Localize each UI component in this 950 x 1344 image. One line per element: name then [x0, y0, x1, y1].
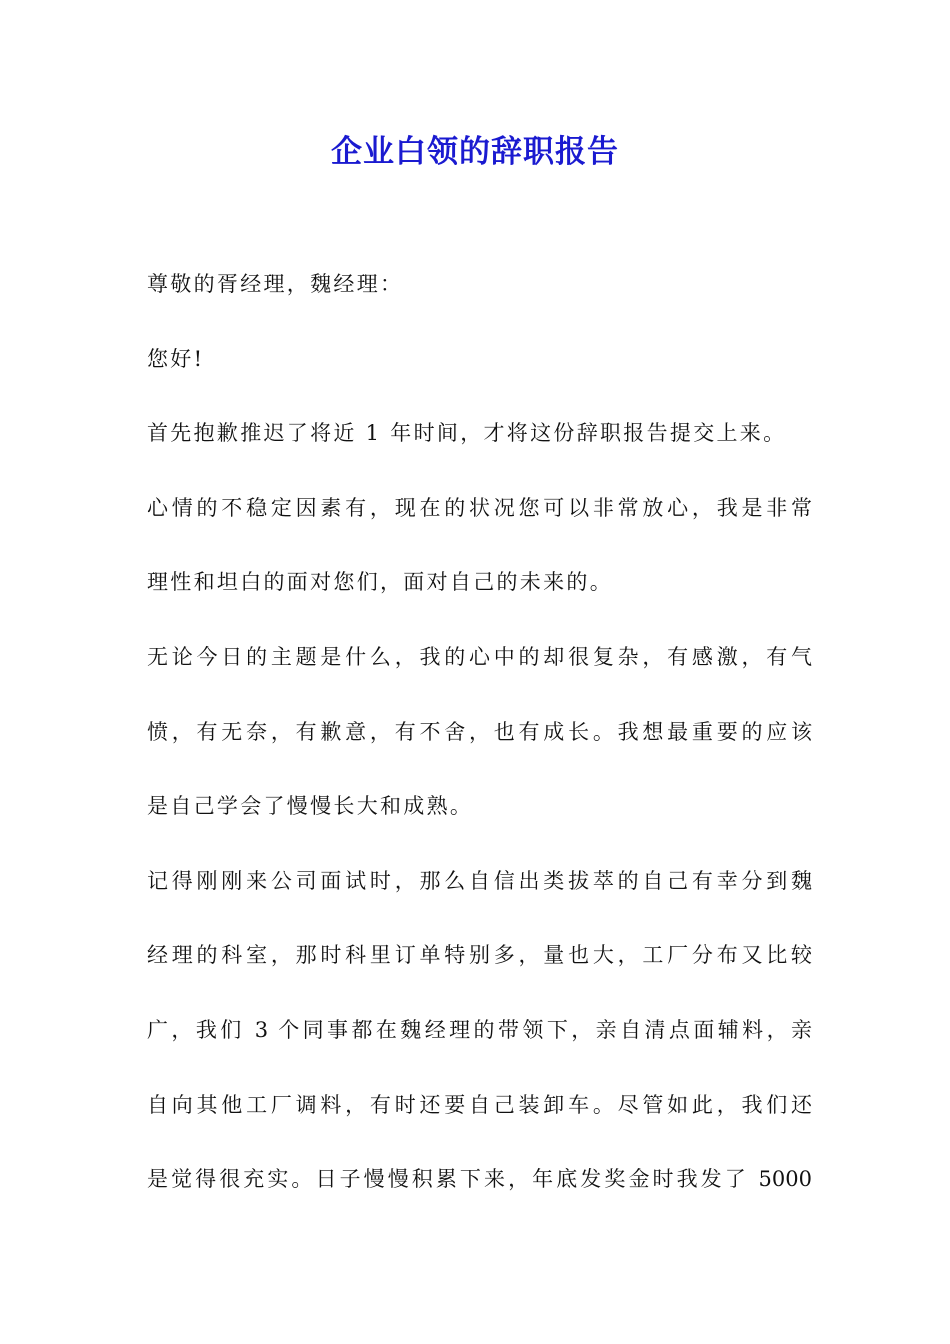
paragraph-gap [147, 602, 812, 639]
document-body [147, 266, 812, 1198]
line-gap [147, 676, 812, 713]
paragraph-gap [147, 378, 812, 415]
paragraph-line: 愤，有无奈，有歉意，有不舍，也有成长。我想最重要的应该 [147, 719, 812, 744]
paragraph-line: 记得刚刚来公司面试时，那么自信出类拔萃的自己有幸分到魏 [147, 868, 812, 893]
line-gap [147, 527, 812, 564]
paragraph-gap [147, 825, 812, 862]
paragraph-line: 是觉得很充实。日子慢慢积累下来，年底发奖金时我发了 5000 [147, 1167, 812, 1192]
paragraph-line: 自向其他工厂调料，有时还要自己装卸车。尽管如此，我们还 [147, 1092, 812, 1117]
paragraph-line: 首先抱歉推迟了将近 1 年时间，才将这份辞职报告提交上来。 [147, 421, 787, 446]
line-gap [147, 900, 812, 937]
line-gap [147, 751, 812, 788]
paragraph-gap [147, 303, 812, 340]
paragraph-line: 理性和坦白的面对您们，面对自己的未来的。 [147, 570, 613, 595]
salutation-line: 尊敬的胥经理，魏经理： [147, 272, 404, 296]
line-gap [147, 1124, 812, 1161]
paragraph-line: 无论今日的主题是什么，我的心中的却很复杂，有感激，有气 [147, 644, 812, 669]
paragraph-line: 心情的不稳定因素有，现在的状况您可以非常放心，我是非常 [147, 495, 812, 520]
greeting-line: 您好! [147, 346, 205, 371]
document-title: 企业白领的辞职报告 [331, 134, 619, 170]
paragraph-line: 是自己学会了慢慢长大和成熟。 [147, 794, 474, 819]
paragraph-gap [147, 452, 812, 489]
line-gap [147, 1049, 812, 1086]
paragraph-line: 经理的科室，那时科里订单特别多，量也大，工厂分布又比较 [147, 943, 812, 968]
line-gap [147, 975, 812, 1012]
paragraph-line: 广，我们 3 个同事都在魏经理的带领下，亲自清点面辅料，亲 [147, 1017, 812, 1042]
